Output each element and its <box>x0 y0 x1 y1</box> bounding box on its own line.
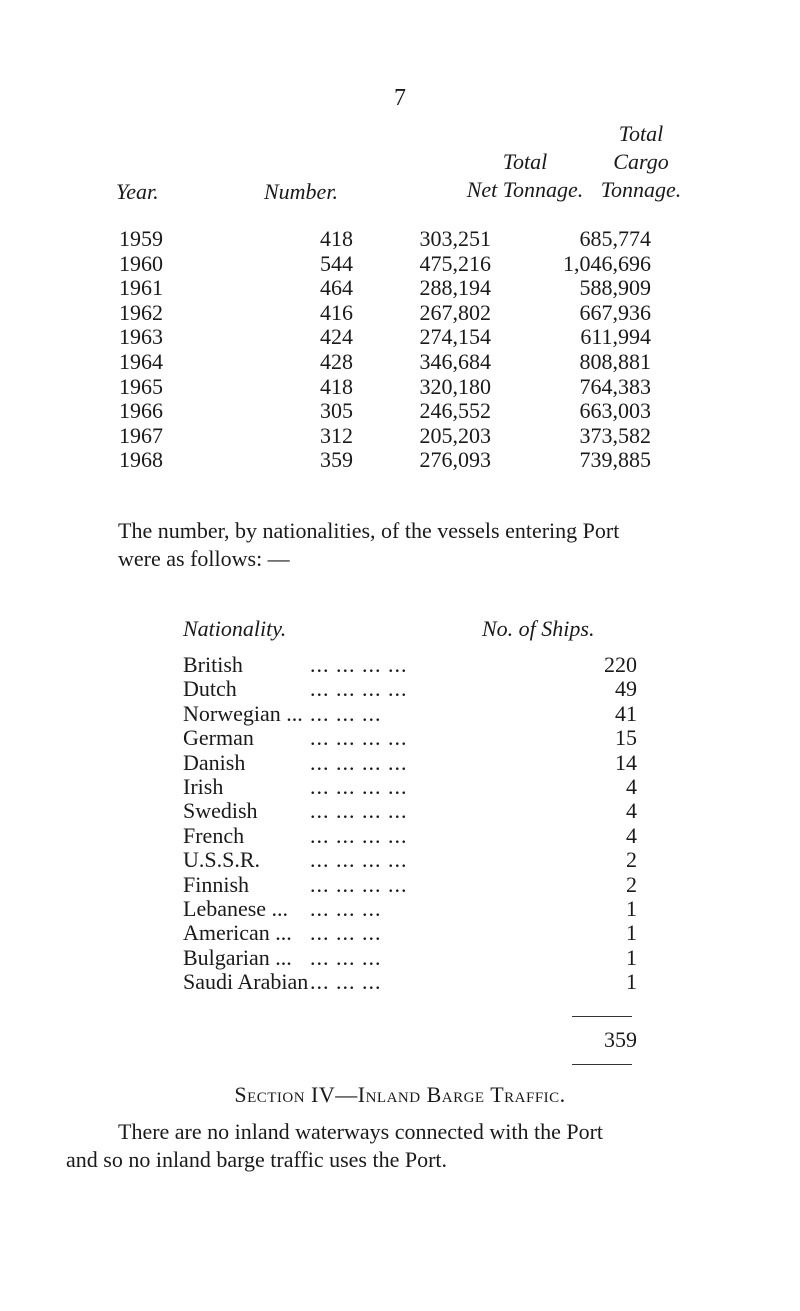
header-no-of-ships: No. of Ships. <box>482 616 595 641</box>
cell-number: 544 <box>320 250 353 276</box>
table-row <box>0 276 800 301</box>
cell-net: 274,154 <box>419 324 491 350</box>
ship-count: 49 <box>615 676 637 702</box>
total-rule-bottom <box>572 1064 632 1065</box>
list-item <box>0 677 800 701</box>
list-item <box>0 873 800 897</box>
cell-cargo: 739,885 <box>579 447 651 473</box>
nationality-name: Swedish <box>183 798 258 824</box>
cell-year: 1963 <box>119 324 163 350</box>
cell-cargo: 808,881 <box>579 348 651 374</box>
cell-cargo: 764,383 <box>579 373 651 399</box>
list-item <box>0 970 800 994</box>
table-row <box>0 301 800 326</box>
list-item <box>0 799 800 823</box>
cell-cargo: 667,936 <box>579 299 651 325</box>
cell-net: 346,684 <box>419 348 491 374</box>
list-item <box>0 702 800 726</box>
ship-count: 1 <box>626 920 637 946</box>
list-item <box>0 848 800 872</box>
ship-count: 14 <box>615 749 637 775</box>
leader-dots: ... ... ... <box>310 945 382 970</box>
leader-dots: ... ... ... ... <box>310 750 408 775</box>
list-item <box>0 921 800 945</box>
list-item <box>0 897 800 921</box>
header-net-line2: Net Tonnage. <box>466 177 584 202</box>
cell-year: 1967 <box>119 422 163 448</box>
nationality-name: American ... <box>183 920 292 946</box>
nationality-list <box>0 653 800 994</box>
cell-cargo: 1,046,696 <box>563 250 651 276</box>
cell-number: 418 <box>320 226 353 251</box>
list-item <box>0 726 800 750</box>
ship-count: 4 <box>626 822 637 848</box>
cell-year: 1962 <box>119 299 163 325</box>
cell-cargo: 611,994 <box>580 324 651 350</box>
header-nationality: Nationality. <box>183 616 287 641</box>
cell-year: 1961 <box>119 275 163 301</box>
cell-net: 246,552 <box>419 398 491 424</box>
nationality-name: Irish <box>183 773 224 799</box>
header-cargo-tonnage <box>546 120 736 204</box>
header-number: Number. <box>264 179 338 204</box>
ship-count: 41 <box>615 700 637 726</box>
ship-count: 1 <box>626 944 637 970</box>
table-row <box>0 375 800 400</box>
cell-cargo: 588,909 <box>579 275 651 301</box>
list-item <box>0 775 800 799</box>
header-cargo-line1: Total <box>618 121 664 146</box>
cell-cargo: 663,003 <box>579 398 651 424</box>
ship-count: 1 <box>626 969 637 995</box>
cell-net: 475,216 <box>419 250 491 276</box>
tonnage-table <box>0 227 800 473</box>
table-row <box>0 350 800 375</box>
leader-dots: ... ... ... ... <box>310 653 408 677</box>
ships-total: 359 <box>604 1027 637 1052</box>
nationality-intro-line1: The number, by nationalities, of the vessels entering Port <box>118 518 620 543</box>
nationality-name: French <box>183 822 245 848</box>
leader-dots: ... ... ... ... <box>310 848 408 873</box>
cell-year: 1959 <box>119 226 163 251</box>
list-item <box>0 946 800 970</box>
nationality-name: Dutch <box>183 676 237 702</box>
cell-year: 1966 <box>119 398 163 424</box>
nationality-intro-line2: were as follows: — <box>118 546 290 571</box>
ship-count: 220 <box>604 652 637 677</box>
leader-dots: ... ... ... ... <box>310 677 408 702</box>
ship-count: 4 <box>626 773 637 799</box>
cell-net: 276,093 <box>419 447 491 473</box>
section-paragraph-line2: and so no inland barge traffic uses the Port. <box>66 1147 448 1172</box>
leader-dots: ... ... ... ... <box>310 799 408 824</box>
cell-number: 359 <box>320 447 353 473</box>
cell-net: 320,180 <box>419 373 491 399</box>
header-cargo-line2: Cargo <box>613 149 669 174</box>
leader-dots: ... ... ... ... <box>310 726 408 751</box>
table-row <box>0 448 800 473</box>
cell-number: 418 <box>320 373 353 399</box>
header-year: Year. <box>116 179 159 204</box>
cell-year: 1965 <box>119 373 163 399</box>
ship-count: 1 <box>626 895 637 921</box>
leader-dots: ... ... ... ... <box>310 872 408 897</box>
section-heading: Section IV—Inland Barge Traffic. <box>234 1082 566 1107</box>
cell-number: 312 <box>320 422 353 448</box>
leader-dots: ... ... ... <box>310 701 382 726</box>
nationality-name: U.S.S.R. <box>183 847 261 873</box>
leader-dots: ... ... ... ... <box>310 823 408 848</box>
list-item <box>0 824 800 848</box>
list-item <box>0 751 800 775</box>
leader-dots: ... ... ... <box>310 896 382 921</box>
nationality-name: British <box>183 652 243 677</box>
nationality-name: Lebanese ... <box>183 895 289 921</box>
total-rule-top <box>572 1016 632 1017</box>
page-number: 7 <box>394 85 406 111</box>
cell-cargo: 373,582 <box>579 422 651 448</box>
cell-net: 205,203 <box>419 422 491 448</box>
cell-number: 416 <box>320 299 353 325</box>
cell-net: 303,251 <box>419 226 491 251</box>
cell-year: 1960 <box>119 250 163 276</box>
cell-number: 464 <box>320 275 353 301</box>
cell-cargo: 685,774 <box>579 226 651 251</box>
table-row <box>0 227 800 252</box>
table-row <box>0 252 800 277</box>
nationality-name: Norwegian ... <box>183 700 303 726</box>
leader-dots: ... ... ... ... <box>310 774 408 799</box>
cell-net: 267,802 <box>419 299 491 325</box>
ship-count: 15 <box>615 725 637 751</box>
cell-number: 424 <box>320 324 353 350</box>
cell-year: 1968 <box>119 447 163 473</box>
ship-count: 2 <box>626 871 637 897</box>
nationality-name: Finnish <box>183 871 250 897</box>
list-item <box>0 653 800 677</box>
section-paragraph-line1: There are no inland waterways connected with the Port <box>118 1119 604 1144</box>
ship-count: 4 <box>626 798 637 824</box>
header-net-line1: Total <box>502 149 548 174</box>
leader-dots: ... ... ... <box>310 970 382 995</box>
cell-net: 288,194 <box>419 275 491 301</box>
table-row <box>0 399 800 424</box>
cell-number: 305 <box>320 398 353 424</box>
leader-dots: ... ... ... <box>310 921 382 946</box>
table-row <box>0 325 800 350</box>
nationality-name: German <box>183 725 254 751</box>
cell-number: 428 <box>320 348 353 374</box>
nationality-name: Danish <box>183 749 246 775</box>
nationality-name: Bulgarian ... <box>183 944 292 970</box>
table-row <box>0 424 800 449</box>
cell-year: 1964 <box>119 348 163 374</box>
ship-count: 2 <box>626 847 637 873</box>
nationality-name: Saudi Arabian <box>183 969 309 995</box>
header-cargo-line3: Tonnage. <box>600 177 682 202</box>
